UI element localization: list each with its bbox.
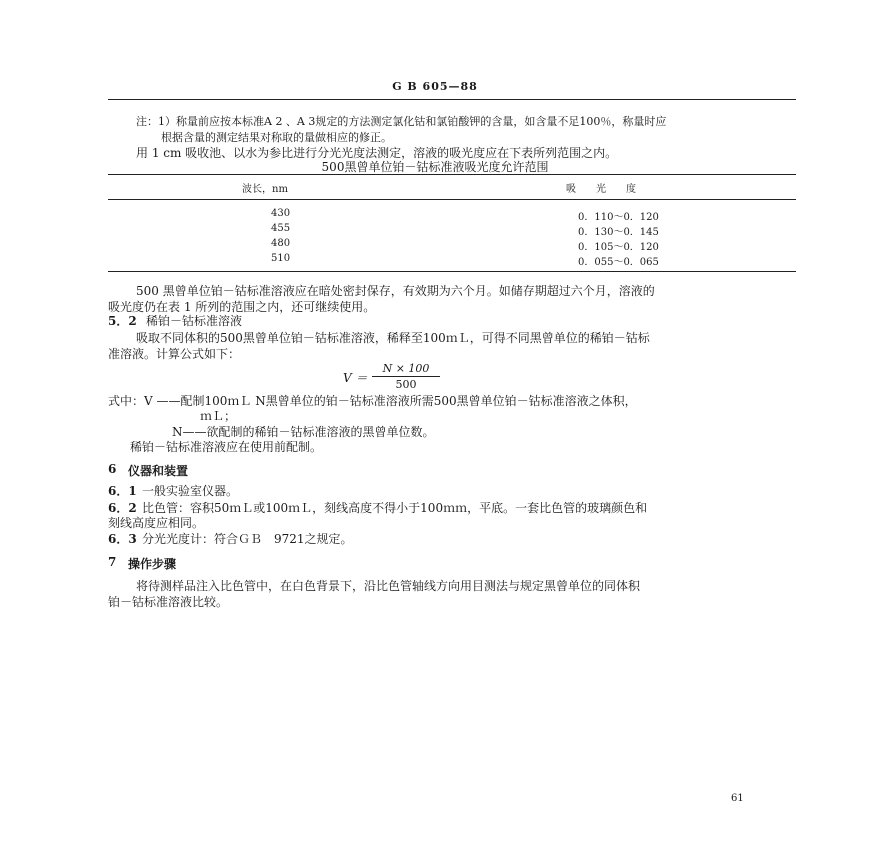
table-cell-absorbance: 0．055～0．065 [578,257,659,268]
note-line-1: 注：1）称量前应按本标准A 2 、A 3规定的方法测定氯化钴和氯铂酸钾的含量，如含量不足100％，称量时应 [136,115,667,128]
intro-text: 用 1 cm 吸收池、以水为参比进行分光光度法测定，溶液的吸光度应在下表所列范围之内。 [136,146,618,160]
dilute-usage-note: 稀铂－钴标准溶液应在使用前配制。 [130,440,323,454]
item-6-3-text: 分光光度计：符合ＧＢ 9721之规定。 [142,532,353,546]
section-6-number: 6 [108,462,117,476]
table-header-wavelength: 波长，nm [242,184,288,195]
table-cell-absorbance: 0．110～0．120 [578,212,659,223]
table-cell-wavelength: 455 [271,223,291,234]
item-6-1-text: 一般实验室仪器。 [142,484,239,498]
table-top-rule [108,174,796,175]
section-7-number: 7 [108,555,117,569]
table-cell-wavelength: 510 [271,253,291,264]
section-5-2-para-1: 吸取不同体积的500黑曾单位铂－钴标准溶液，稀释至100ｍＬ，可得不同黑曾单位的稀铂－钴标 [136,331,650,345]
section-5-2-number: 5．2 [108,314,137,328]
note-line-2: 根据含量的测定结果对称取的量做相应的修正。 [161,131,392,144]
section-7-title: 操作步骤 [128,557,177,571]
storage-line-2: 吸光度仍在表 1 所列的范围之内，还可继续使用。 [108,300,376,314]
page-header: G B 605—88 [392,80,478,93]
formula-fraction [372,362,440,391]
section-6-title: 仪器和装置 [128,464,189,478]
section-5-2-para-2: 准溶液。计算公式如下： [108,347,241,361]
table-header-rule [108,199,796,200]
item-6-2-number: 6．2 [108,501,137,515]
section-7-para-2: 铂－钴标准溶液比较。 [108,595,229,609]
storage-line-1: 500 黑曾单位铂－钴标准溶液应在暗处密封保存，有效期为六个月。如储存期超过六个月，溶液的 [136,284,655,298]
table-cell-wavelength: 430 [271,208,291,219]
item-6-3-number: 6．3 [108,532,137,546]
table-cell-absorbance: 0．130～0．145 [578,227,659,238]
table-cell-absorbance: 0．105～0．120 [578,242,659,253]
formula-denominator: 500 [395,378,417,391]
formula-lhs: V ＝ [343,371,368,385]
formula-where-n: N——欲配制的稀铂－钴标准溶液的黑曾单位数。 [172,425,435,439]
formula-where-v: 式中：V ——配制100ｍＬ N黑曾单位的铂－钴标准溶液所需500黑曾单位铂－钴标准溶液之体积， [108,394,637,408]
table-bottom-rule [108,271,796,272]
table-cell-wavelength: 480 [271,238,291,249]
item-6-1-number: 6．1 [108,484,137,498]
item-6-2-text-2: 刻线高度应相同。 [108,516,205,530]
formula-numerator: N × 100 [372,362,440,377]
header-rule [108,99,796,100]
section-5-2-title: 稀铂－钴标准溶液 [146,314,243,328]
table-caption: 500黑曾单位铂－钴标准液吸光度允许范围 [321,160,549,174]
formula-where-v-unit: ｍＬ； [200,409,237,423]
table-header-absorbance: 吸 光 度 [566,184,636,195]
item-6-2-text-1: 比色管：容积50ｍＬ或100ｍＬ，刻线高度不得小于100ｍｍ，平底。一套比色管的玻璃颜色和 [142,501,648,515]
page-number: 61 [731,793,744,804]
section-7-para-1: 将待测样品注入比色管中，在白色背景下，沿比色管轴线方向用目测法与规定黑曾单位的同体积 [136,579,641,593]
